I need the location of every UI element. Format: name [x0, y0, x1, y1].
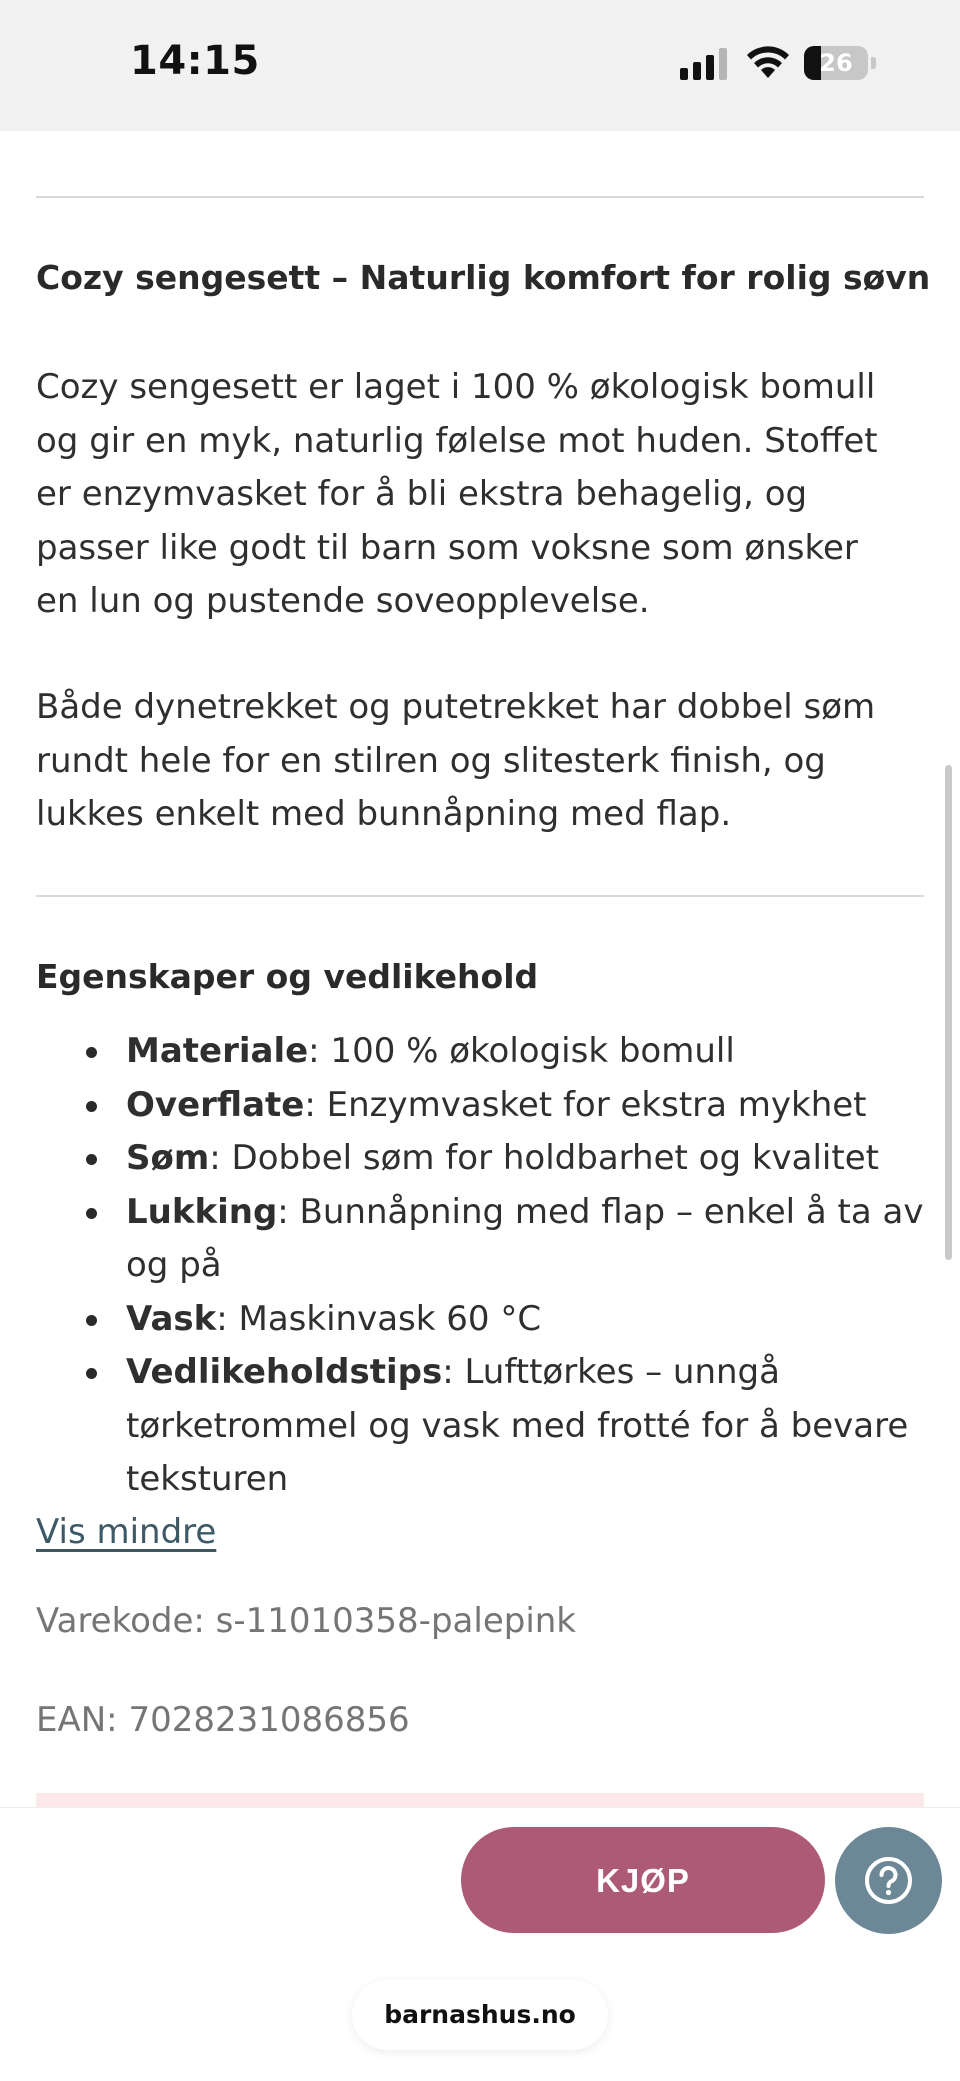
bullet: [86, 1315, 97, 1326]
wifi-icon: [745, 44, 791, 80]
paragraph-line: en lun og pustende soveopplevelse.: [36, 581, 650, 621]
battery-cap: [871, 57, 876, 69]
property-value: : 100 % økologisk bomull: [308, 1031, 735, 1071]
property-value: : Maskinvask 60 °C: [216, 1298, 542, 1339]
list-item: [36, 1079, 936, 1133]
bullet: [86, 1368, 97, 1379]
description-paragraph-2: [36, 681, 936, 842]
property-value: : Enzymvasket for ekstra mykhet: [304, 1084, 867, 1125]
list-item: [36, 1132, 936, 1186]
property-term: Materiale: [126, 1031, 309, 1071]
pink-section-edge: [36, 1793, 924, 1807]
ean-code: EAN: 7028231086856: [36, 1700, 410, 1740]
section-divider: [36, 895, 924, 897]
show-less-link[interactable]: Vis mindre: [36, 1512, 217, 1552]
property-term: Vask: [126, 1298, 217, 1339]
property-value: : Lufttørkes – unngå tørketrommel og vask med frotté for å bevare teksturen: [126, 1352, 909, 1499]
list-item: [36, 1293, 936, 1347]
property-value: : Bunnåpning med flap – enkel å ta av og på: [126, 1191, 924, 1285]
paragraph-line: rundt hele for en stilren og slitesterk finish, og: [36, 740, 826, 781]
status-time: 14:15: [130, 38, 260, 84]
question-circle-icon: [864, 1856, 913, 1905]
battery-icon: [804, 46, 876, 80]
description-heading: Cozy sengesett – Naturlig komfort for rolig søvn: [36, 258, 931, 297]
status-bar: [0, 0, 960, 131]
battery-body: [804, 46, 868, 80]
bullet: [86, 1208, 97, 1219]
property-value: : Dobbel søm for holdbarhet og kvalitet: [209, 1138, 879, 1178]
paragraph-line: passer like godt til barn som voksne som ønsker: [36, 527, 858, 568]
help-button[interactable]: [835, 1827, 942, 1934]
buy-button[interactable]: KJØP: [461, 1827, 825, 1933]
bullet: [86, 1154, 97, 1165]
list-item: [36, 1346, 936, 1507]
description-paragraph-1: [36, 361, 936, 629]
property-term: Vedlikeholdstips: [126, 1352, 443, 1392]
sku-code: Varekode: s-11010358-palepink: [36, 1601, 576, 1641]
bullet: [86, 1101, 97, 1112]
browser-url-bar[interactable]: barnashus.no: [352, 1980, 608, 2050]
properties-heading: Egenskaper og vedlikehold: [36, 957, 539, 996]
paragraph-line: Cozy sengesett er laget i 100 % økologisk bomull: [36, 367, 876, 407]
properties-list: [36, 1025, 936, 1507]
cellular-signal-icon: [680, 48, 730, 80]
paragraph-line: og gir en myk, naturlig følelse mot huden. Stoffet: [36, 420, 878, 461]
battery-level: 26: [819, 49, 853, 77]
list-item: [36, 1186, 936, 1293]
scrollbar[interactable]: [945, 765, 952, 1260]
paragraph-line: er enzymvasket for å bli ekstra behagelig, og: [36, 474, 808, 514]
bullet: [86, 1047, 97, 1058]
property-term: Overflate: [126, 1084, 305, 1125]
paragraph-line: Både dynetrekket og putetrekket har dobbel søm: [36, 687, 876, 727]
list-item: [36, 1025, 936, 1079]
top-divider: [36, 196, 924, 198]
paragraph-line: lukkes enkelt med bunnåpning med flap.: [36, 794, 732, 834]
property-term: Søm: [126, 1138, 210, 1178]
property-term: Lukking: [126, 1191, 278, 1232]
